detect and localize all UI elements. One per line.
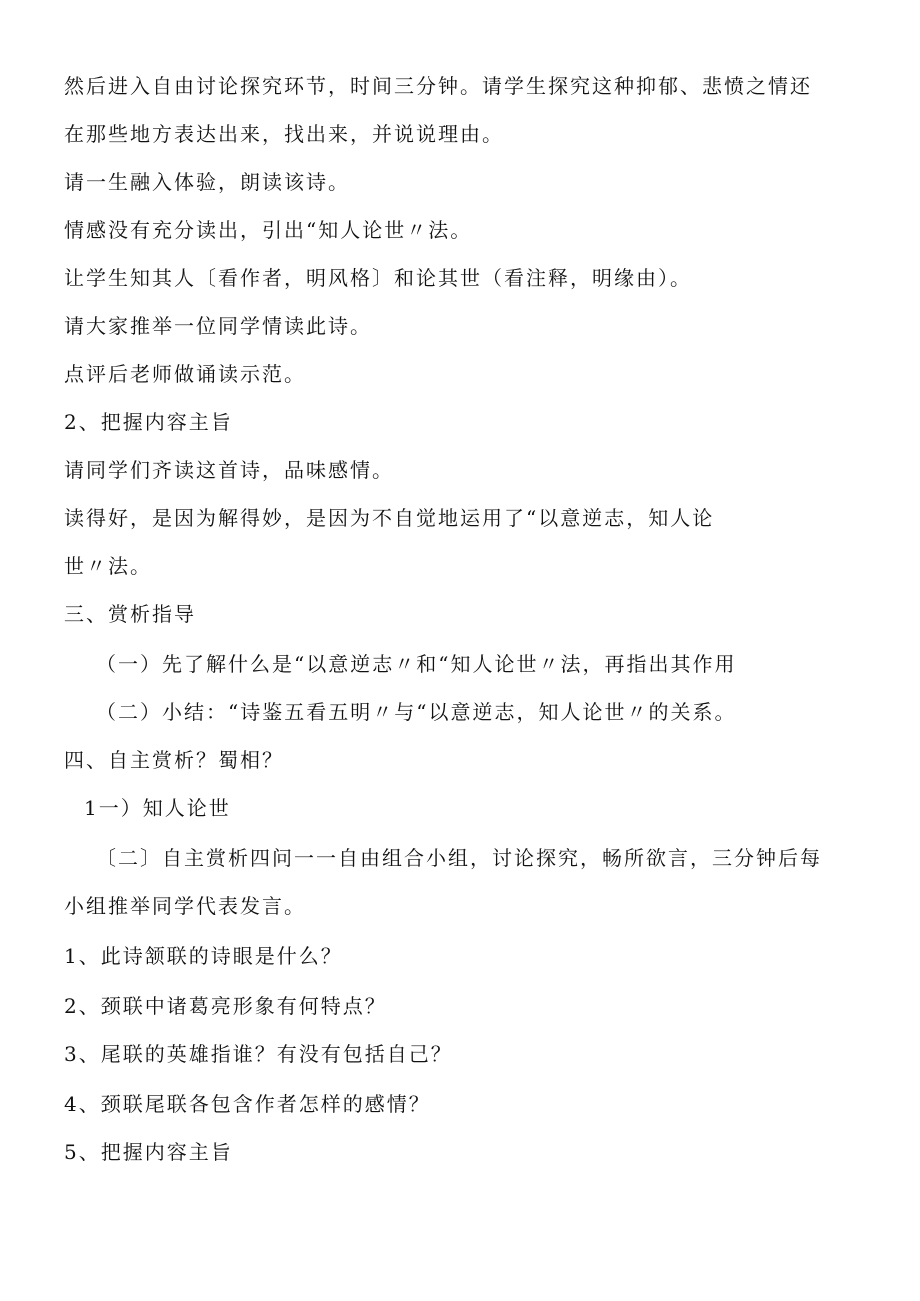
text-line-4: 情感没有充分读出，引出“知人论世〃法。 [64,218,473,242]
subsection-know-person: 1一）知人论世 [84,796,231,820]
subsection-2: （二）小结：“诗鉴五看五明〃与“以意逆志，知人论世〃的关系。 [96,700,737,724]
text-line-1: 然后进入自由讨论探究环节，时间三分钟。请学生探究这种抑郁、悲愤之情还 [64,74,812,98]
text-line-2: 在那些地方表达出来，找出来，并说说理由。 [64,122,504,146]
text-line-10: 读得好，是因为解得妙，是因为不自觉地运用了“以意逆志，知人论 [64,506,715,530]
text-line-3: 请一生融入体验，朗读该诗。 [64,170,350,194]
question-4: 4、颈联尾联各包含作者怎样的感情？ [64,1092,431,1116]
section-heading-3: 三、赏析指导 [64,602,196,626]
text-line-11: 世〃法。 [64,554,152,578]
question-1: 1、此诗颔联的诗眼是什么？ [64,944,343,968]
subsection-discussion: 〔二〕自主赏析四问一一自由组合小组，讨论探究，畅所欲言，三分钟后每 [96,846,822,870]
section-heading-4: 四、自主赏析？蜀相？ [64,748,284,772]
text-line-18: 小组推举同学代表发言。 [64,894,306,918]
text-line-9: 请同学们齐读这首诗，品味感情。 [64,458,394,482]
text-line-7: 点评后老师做诵读示范。 [64,362,306,386]
question-5: 5、把握内容主旨 [64,1140,233,1164]
text-line-5: 让学生知其人〔看作者，明风格〕和论其世（看注释，明缘由）。 [64,266,692,290]
text-line-6: 请大家推举一位同学情读此诗。 [64,314,372,338]
question-2: 2、颈联中诸葛亮形象有何特点？ [64,994,387,1018]
section-heading-2: 2、把握内容主旨 [64,410,233,434]
question-3: 3、尾联的英雄指谁？有没有包括自己？ [64,1042,453,1066]
subsection-1: （一）先了解什么是“以意逆志〃和“知人论世〃法，再指出其作用 [96,652,737,676]
